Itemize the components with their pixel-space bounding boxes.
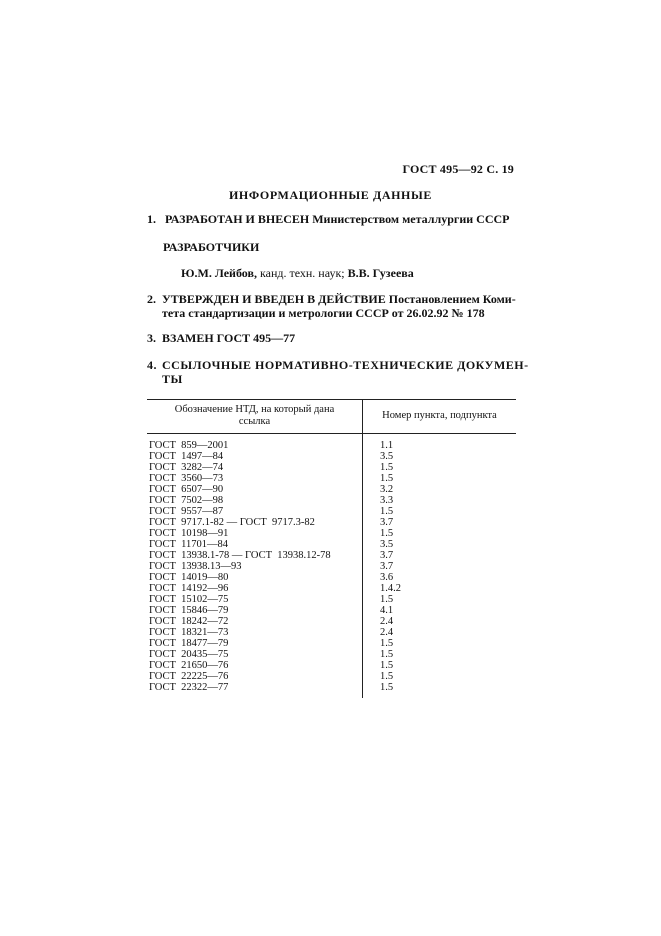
section-4-text-2: ТЫ — [162, 372, 183, 386]
document-cell: ГОСТ 10198—91 — [149, 528, 229, 539]
document-cell: ГОСТ 13938.1-78 — ГОСТ 13938.12-78 — [149, 550, 331, 561]
item-number-cell: 1.5 — [363, 528, 517, 539]
item-number-cell: 3.7 — [363, 561, 517, 572]
table-row — [147, 473, 516, 484]
table-row — [147, 605, 516, 616]
column-header-document-line-2: ссылка — [238, 416, 271, 427]
item-number-cell: 3.3 — [363, 495, 517, 506]
document-cell: ГОСТ 7502—98 — [149, 495, 224, 506]
section-1-number: 1. — [147, 212, 156, 226]
table-row — [147, 434, 516, 452]
developer-1-title: канд. техн. наук; — [256, 266, 348, 280]
document-cell: ГОСТ 15846—79 — [149, 605, 229, 616]
document-cell: ГОСТ 15102—75 — [149, 594, 229, 605]
item-number-cell: 3.7 — [363, 517, 517, 528]
section-3-text: ВЗАМЕН ГОСТ 495—77 — [162, 331, 296, 345]
item-number-cell: 3.5 — [363, 451, 517, 462]
table-row — [147, 528, 516, 539]
document-cell: ГОСТ 18477—79 — [149, 638, 229, 649]
column-header-document — [147, 400, 363, 434]
document-cell: ГОСТ 3282—74 — [149, 462, 224, 473]
table-row — [147, 539, 516, 550]
document-cell: ГОСТ 18242—72 — [149, 616, 229, 627]
section-2-text-2: тета стандартизации и метрологии СССР от 26.02.92 № 178 — [162, 306, 485, 320]
section-2-number: 2. — [147, 292, 156, 306]
table-row — [147, 451, 516, 462]
table-body — [147, 434, 516, 699]
table-row — [147, 572, 516, 583]
table-row — [147, 583, 516, 594]
section-1-heading: РАЗРАБОТАН И ВНЕСЕН — [165, 212, 310, 226]
section-4-number: 4. — [147, 358, 157, 372]
item-number-cell: 1.5 — [363, 638, 517, 649]
table-row — [147, 638, 516, 649]
item-number-cell: 4.1 — [363, 605, 517, 616]
table-row — [147, 506, 516, 517]
item-number-cell: 2.4 — [363, 627, 517, 638]
developers-line — [181, 266, 414, 281]
table-row — [147, 627, 516, 638]
references-table — [147, 399, 516, 698]
item-number-cell: 1.4.2 — [363, 583, 517, 594]
item-number-cell: 1.5 — [363, 506, 517, 517]
item-number-cell: 1.5 — [363, 462, 517, 473]
section-3-number: 3. — [147, 331, 156, 345]
item-number-cell: 1.5 — [363, 473, 517, 484]
document-cell: ГОСТ 22225—76 — [149, 671, 229, 682]
item-number-cell: 1.5 — [363, 660, 517, 671]
item-number-cell: 3.5 — [363, 539, 517, 550]
table-row — [147, 671, 516, 682]
document-cell: ГОСТ 1497—84 — [149, 451, 224, 462]
document-cell: ГОСТ 14019—80 — [149, 572, 229, 583]
column-header-document-line-1: Обозначение НТД, на который дана — [174, 404, 335, 415]
table-header-row — [147, 400, 516, 434]
item-number-cell: 3.7 — [363, 550, 517, 561]
document-cell: ГОСТ 22322—77 — [149, 682, 229, 693]
developer-2-name: В.В. Гузеева — [347, 266, 414, 280]
table-row — [147, 561, 516, 572]
developer-1-name: Ю.М. Лейбов, — [181, 266, 257, 280]
document-cell: ГОСТ 14192—96 — [149, 583, 229, 594]
page-header: ГОСТ 495—92 С. 19 — [402, 162, 514, 176]
document-cell: ГОСТ 3560—73 — [149, 473, 224, 484]
table-row — [147, 616, 516, 627]
table-row — [147, 495, 516, 506]
document-cell: ГОСТ 9717.1-82 — ГОСТ 9717.3-82 — [149, 517, 315, 528]
document-cell: ГОСТ 859—2001 — [149, 440, 229, 451]
section-2-heading: УТВЕРЖДЕН И ВВЕДЕН В ДЕЙСТВИЕ — [162, 292, 386, 306]
table-row — [147, 550, 516, 561]
item-number-cell: 1.5 — [363, 682, 517, 698]
document-cell: ГОСТ 6507—90 — [149, 484, 224, 495]
item-number-cell: 1.1 — [363, 434, 517, 452]
item-number-cell: 2.4 — [363, 616, 517, 627]
document-cell: ГОСТ 18321—73 — [149, 627, 229, 638]
item-number-cell: 1.5 — [363, 649, 517, 660]
section-2 — [147, 292, 516, 320]
document-cell: ГОСТ 11701—84 — [149, 539, 229, 550]
document-cell: ГОСТ 21650—76 — [149, 660, 229, 671]
document-cell: ГОСТ 9557—87 — [149, 506, 224, 517]
page-title: ИНФОРМАЦИОННЫЕ ДАННЫЕ — [229, 188, 432, 202]
table-row — [147, 462, 516, 473]
section-4-text-1: ССЫЛОЧНЫЕ НОРМАТИВНО-ТЕХНИЧЕСКИЕ ДОКУМЕН- — [162, 358, 529, 372]
table-row — [147, 660, 516, 671]
section-3 — [147, 331, 295, 346]
developers-heading: РАЗРАБОТЧИКИ — [163, 240, 260, 254]
document-cell: ГОСТ 13938.13—93 — [149, 561, 242, 572]
item-number-cell: 3.6 — [363, 572, 517, 583]
table-row — [147, 649, 516, 660]
section-2-text-1: Постановлением Коми- — [385, 292, 516, 306]
section-1 — [147, 212, 509, 227]
item-number-cell: 1.5 — [363, 671, 517, 682]
table-row — [147, 517, 516, 528]
table-row — [147, 484, 516, 495]
item-number-cell: 3.2 — [363, 484, 517, 495]
table-row — [147, 594, 516, 605]
table-row — [147, 682, 516, 698]
document-cell: ГОСТ 20435—75 — [149, 649, 229, 660]
section-1-text: Министерством металлургии СССР — [309, 212, 510, 226]
section-4 — [147, 358, 529, 386]
item-number-cell: 1.5 — [363, 594, 517, 605]
column-header-item: Номер пункта, подпункта — [363, 400, 517, 434]
